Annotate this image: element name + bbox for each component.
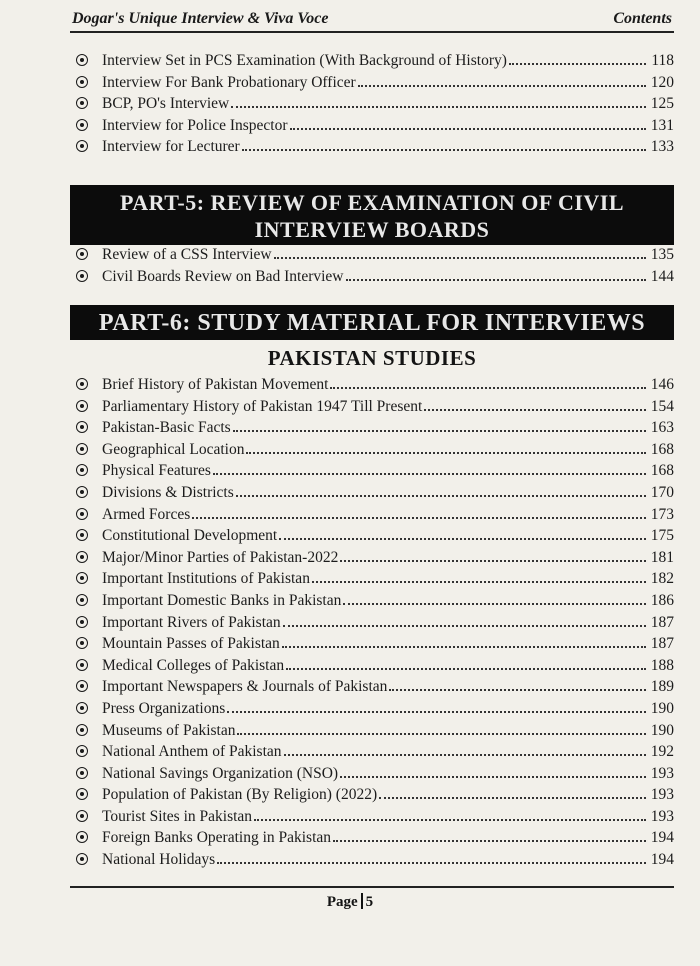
toc-entry [70, 398, 674, 420]
toc-entry [70, 549, 674, 571]
bullet-icon [76, 464, 88, 476]
toc-entry [70, 678, 674, 700]
toc-entry-page: 131 [650, 116, 674, 134]
dot-leader [424, 409, 646, 411]
part5-heading [70, 185, 674, 245]
toc-entry-title: Interview Set in PCS Examination (With Background of History) [102, 52, 507, 69]
toc-entry [70, 419, 674, 441]
toc-entry-title: National Savings Organization (NSO) [102, 764, 339, 782]
dot-leader [330, 387, 646, 389]
dot-leader [509, 63, 646, 65]
book-title: Dogar's Unique Interview & Viva Voce [72, 10, 329, 27]
dot-leader [254, 819, 646, 821]
bullet-icon [76, 76, 88, 88]
bullet-icon [76, 400, 88, 412]
bullet-icon [76, 421, 88, 433]
part5-list [70, 246, 674, 289]
bullet-icon [76, 97, 88, 109]
dot-leader [282, 646, 646, 648]
toc-entry [70, 527, 674, 549]
toc-entry-page: 135 [650, 246, 674, 263]
part5-heading-line1: PART-5: REVIEW OF EXAMINATION OF CIVIL [119, 190, 625, 215]
bullet-icon [76, 119, 88, 131]
dot-leader [231, 106, 646, 108]
dot-leader [284, 754, 646, 756]
toc-entry [70, 614, 674, 636]
toc-entry-page: 188 [650, 656, 674, 674]
dot-leader [290, 128, 646, 130]
toc-entry-title: Divisions & Districts [102, 483, 234, 501]
dot-leader [379, 797, 646, 799]
bullet-icon [76, 724, 88, 736]
dot-leader [237, 733, 646, 735]
toc-entry-title: National Holidays [102, 851, 216, 869]
toc-entry-title: Tourist Sites in Pakistan [102, 807, 253, 825]
toc-entry-page: 118 [651, 52, 674, 69]
toc-entry-page: 146 [650, 376, 674, 393]
bullet-icon [76, 551, 88, 563]
toc-entry-title: Geographical Location [102, 440, 245, 458]
bullet-icon [76, 659, 88, 671]
toc-entry-page: 186 [650, 591, 674, 609]
toc-entry [70, 246, 674, 268]
toc-entry-page: 190 [650, 721, 674, 739]
toc-entry-title: BCP, PO's Interview [102, 95, 230, 113]
toc-entry-title: Parliamentary History of Pakistan 1947 Till Present [102, 397, 423, 415]
header-rule [70, 31, 674, 33]
toc-entry-page: 175 [650, 527, 674, 545]
toc-entry-title: Foreign Banks Operating in Pakistan [102, 829, 332, 847]
bullet-icon [76, 745, 88, 757]
bullet-icon [76, 572, 88, 584]
dot-leader [343, 603, 646, 605]
toc-entry-title: Civil Boards Review on Bad Interview [102, 267, 344, 285]
toc-entry [70, 138, 674, 160]
toc-entry [70, 506, 674, 528]
toc-entry-page: 125 [650, 95, 674, 113]
toc-entry-title: Important Domestic Banks in Pakistan [102, 591, 342, 609]
dot-leader [312, 581, 646, 583]
footer-label: Page [326, 894, 358, 910]
bullet-icon [76, 54, 88, 66]
toc-entry [70, 268, 674, 290]
interviews-list [70, 52, 674, 160]
toc-entry-page: 190 [650, 699, 674, 717]
toc-entry-page: 189 [650, 678, 674, 696]
toc-entry-title: Interview for Police Inspector [102, 116, 288, 134]
toc-entry-title: Important Newspapers & Journals of Pakistan [102, 678, 388, 696]
page-number: 5 [365, 894, 374, 910]
dot-leader [286, 668, 646, 670]
toc-entry-title: Important Rivers of Pakistan [102, 613, 281, 631]
toc-entry [70, 441, 674, 463]
toc-entry-title: Press Organizations [102, 699, 226, 717]
toc-entry-page: 163 [650, 419, 674, 437]
dot-leader [233, 430, 646, 432]
toc-entry [70, 765, 674, 787]
toc-entry-page: 120 [650, 73, 674, 91]
toc-entry-title: Important Institutions of Pakistan [102, 570, 310, 588]
toc-entry-page: 187 [650, 613, 674, 631]
toc-entry-title: National Anthem of Pakistan [102, 743, 282, 761]
toc-entry [70, 851, 674, 873]
dot-leader [217, 862, 646, 864]
toc-entry [70, 570, 674, 592]
toc-entry [70, 117, 674, 139]
toc-entry [70, 700, 674, 722]
toc-entry-page: 168 [650, 462, 674, 480]
toc-entry [70, 74, 674, 96]
dot-leader [283, 625, 646, 627]
bullet-icon [76, 702, 88, 714]
bullet-icon [76, 853, 88, 865]
toc-entry-page: 194 [650, 829, 674, 847]
dot-leader [340, 776, 646, 778]
toc-entry-page: 187 [650, 635, 674, 653]
toc-entry-page: 154 [650, 397, 674, 415]
toc-entry-title: Constitutional Development [102, 527, 278, 545]
toc-entry-title: Major/Minor Parties of Pakistan-2022 [102, 548, 339, 566]
toc-entry [70, 462, 674, 484]
dot-leader [213, 473, 646, 475]
page-footer [0, 893, 700, 911]
bullet-icon [76, 529, 88, 541]
toc-entry [70, 786, 674, 808]
dot-leader [279, 538, 646, 540]
bullet-icon [76, 767, 88, 779]
toc-entry-page: 193 [650, 764, 674, 782]
dot-leader [358, 85, 646, 87]
toc-entry [70, 52, 674, 74]
toc-entry [70, 808, 674, 830]
bullet-icon [76, 378, 88, 390]
dot-leader [242, 149, 646, 151]
toc-entry-title: Review of a CSS Interview [102, 246, 272, 263]
toc-entry [70, 743, 674, 765]
toc-entry-page: 168 [650, 440, 674, 458]
toc-entry-title: Population of Pakistan (By Religion) (2022) [102, 786, 378, 804]
toc-entry [70, 484, 674, 506]
toc-entry [70, 722, 674, 744]
toc-entry-page: 193 [650, 807, 674, 825]
dot-leader [192, 517, 646, 519]
toc-entry-title: Interview For Bank Probationary Officer [102, 73, 356, 91]
toc-entry [70, 95, 674, 117]
toc-entry-title: Medical Colleges of Pakistan [102, 656, 285, 674]
part6-list [70, 376, 674, 873]
dot-leader [236, 495, 646, 497]
toc-entry-title: Mountain Passes of Pakistan [102, 635, 280, 653]
dot-leader [274, 257, 646, 259]
section-title: Contents [613, 10, 672, 27]
bullet-icon [76, 680, 88, 692]
part6-heading: PART-6: STUDY MATERIAL FOR INTERVIEWS [70, 305, 674, 340]
toc-entry-title: Physical Features [102, 462, 211, 480]
toc-entry-title: Pakistan-Basic Facts [102, 419, 231, 437]
toc-entry-page: 170 [650, 483, 674, 501]
toc-entry-page: 194 [650, 851, 674, 869]
bullet-icon [76, 508, 88, 520]
bullet-icon [76, 788, 88, 800]
toc-entry-title: Interview for Lecturer [102, 138, 240, 156]
footer-rule [70, 886, 674, 888]
toc-entry-page: 192 [650, 743, 674, 761]
toc-entry [70, 635, 674, 657]
footer-divider [361, 893, 363, 909]
bullet-icon [76, 810, 88, 822]
dot-leader [346, 279, 647, 281]
toc-entry-page: 182 [650, 570, 674, 588]
bullet-icon [76, 616, 88, 628]
toc-entry-title: Armed Forces [102, 505, 191, 523]
toc-entry-title: Brief History of Pakistan Movement [102, 376, 329, 393]
dot-leader [340, 560, 646, 562]
bullet-icon [76, 486, 88, 498]
bullet-icon [76, 270, 88, 282]
toc-entry-title: Museums of Pakistan [102, 721, 236, 739]
toc-entry-page: 144 [650, 267, 674, 285]
dot-leader [333, 840, 646, 842]
page-header [72, 6, 672, 28]
dot-leader [246, 452, 646, 454]
toc-entry-page: 173 [650, 505, 674, 523]
bullet-icon [76, 831, 88, 843]
toc-entry-page: 193 [650, 786, 674, 804]
toc-entry-page: 181 [650, 548, 674, 566]
bullet-icon [76, 140, 88, 152]
dot-leader [389, 689, 646, 691]
bullet-icon [76, 443, 88, 455]
bullet-icon [76, 248, 88, 260]
dot-leader [227, 711, 646, 713]
toc-entry [70, 592, 674, 614]
toc-entry-page: 133 [650, 138, 674, 156]
toc-entry [70, 657, 674, 679]
part5-heading-line2: INTERVIEW BOARDS [254, 217, 490, 242]
toc-entry [70, 829, 674, 851]
pakistan-studies-heading: PAKISTAN STUDIES [267, 346, 477, 370]
bullet-icon [76, 594, 88, 606]
toc-entry [70, 376, 674, 398]
bullet-icon [76, 637, 88, 649]
